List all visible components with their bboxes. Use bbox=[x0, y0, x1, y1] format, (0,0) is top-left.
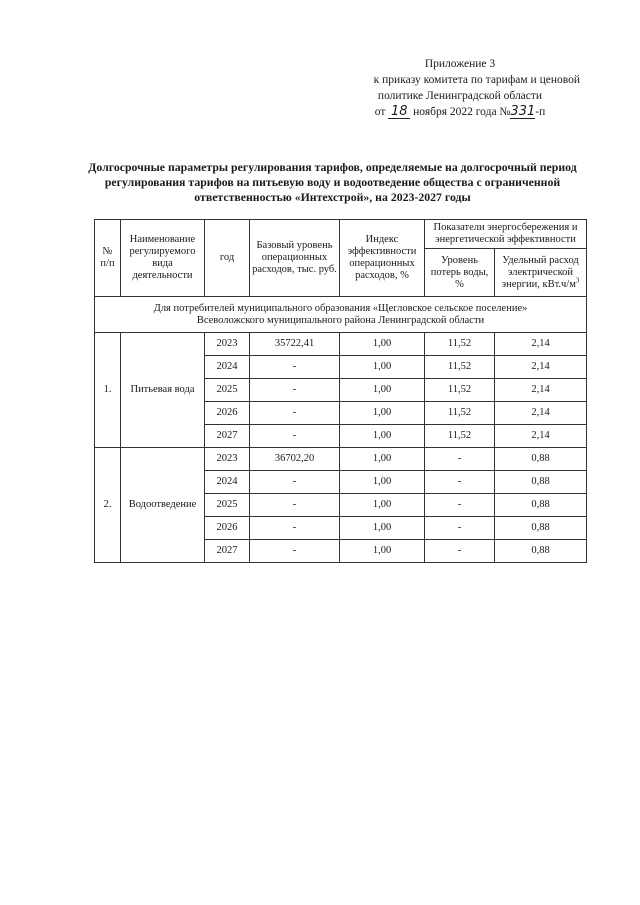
cell-losses: 11,52 bbox=[425, 333, 495, 356]
cell-year: 2025 bbox=[205, 494, 250, 517]
cell-base: - bbox=[250, 494, 340, 517]
cell-base: - bbox=[250, 517, 340, 540]
cell-index: 1,00 bbox=[340, 448, 425, 471]
document-title bbox=[80, 160, 585, 205]
cell-index: 1,00 bbox=[340, 425, 425, 448]
cell-consumption: 2,14 bbox=[495, 333, 587, 356]
cell-base: - bbox=[250, 402, 340, 425]
consumer-group-cell bbox=[95, 297, 587, 333]
cell-index: 1,00 bbox=[340, 517, 425, 540]
header-activity: Наименование регулируемого вида деятельности bbox=[121, 220, 205, 297]
cell-year: 2023 bbox=[205, 333, 250, 356]
date-prefix: от bbox=[374, 106, 386, 118]
header-energy-consumption-sup: 3 bbox=[575, 276, 580, 284]
table-row bbox=[95, 448, 587, 471]
cell-year: 2024 bbox=[205, 356, 250, 379]
cell-losses: 11,52 bbox=[425, 356, 495, 379]
cell-base: 36702,20 bbox=[250, 448, 340, 471]
cell-losses: 11,52 bbox=[425, 425, 495, 448]
cell-base: - bbox=[250, 425, 340, 448]
cell-year: 2026 bbox=[205, 517, 250, 540]
cell-base: - bbox=[250, 471, 340, 494]
appendix-order-line: к приказу комитета по тарифам и ценовой bbox=[373, 74, 580, 86]
cell-index: 1,00 bbox=[340, 471, 425, 494]
cell-year: 2026 bbox=[205, 402, 250, 425]
parameters-table bbox=[94, 219, 587, 563]
appendix-date-line bbox=[340, 104, 580, 120]
cell-index: 1,00 bbox=[340, 333, 425, 356]
header-base-costs: Базовый уровень операционных расходов, тыс. руб. bbox=[250, 220, 340, 297]
title-line-3: ответственностью «Интехстрой», на 2023-2027 годы bbox=[194, 190, 471, 204]
header-water-losses: Уровень потерь воды, % bbox=[425, 249, 495, 297]
consumer-group-line-1: Для потребителей муниципального образования «Щегловское сельское поселение» bbox=[153, 302, 528, 314]
cell-losses: 11,52 bbox=[425, 379, 495, 402]
cell-losses: - bbox=[425, 517, 495, 540]
appendix-title: Приложение 3 bbox=[424, 58, 496, 70]
date-middle: ноября 2022 года № bbox=[413, 106, 511, 118]
cell-base: - bbox=[250, 540, 340, 563]
cell-consumption: 0,88 bbox=[495, 540, 587, 563]
header-num: № п/п bbox=[95, 220, 121, 297]
appendix-committee-line: политике Ленинградской области bbox=[377, 90, 543, 102]
cell-consumption: 0,88 bbox=[495, 494, 587, 517]
header-energy-consumption bbox=[495, 249, 587, 297]
cell-index: 1,00 bbox=[340, 402, 425, 425]
cell-year: 2027 bbox=[205, 540, 250, 563]
cell-year: 2025 bbox=[205, 379, 250, 402]
cell-index: 1,00 bbox=[340, 379, 425, 402]
handwritten-number: 331 bbox=[510, 104, 536, 119]
cell-index: 1,00 bbox=[340, 356, 425, 379]
cell-base: - bbox=[250, 379, 340, 402]
header-energy-group: Показатели энергосбережения и энергетической эффективности bbox=[425, 220, 587, 249]
cell-index: 1,00 bbox=[340, 540, 425, 563]
cell-consumption: 0,88 bbox=[495, 471, 587, 494]
header-year: год bbox=[205, 220, 250, 297]
cell-year: 2023 bbox=[205, 448, 250, 471]
cell-base: 35722,41 bbox=[250, 333, 340, 356]
section-num: 1. bbox=[95, 333, 121, 448]
cell-consumption: 2,14 bbox=[495, 425, 587, 448]
cell-year: 2024 bbox=[205, 471, 250, 494]
cell-base: - bbox=[250, 356, 340, 379]
cell-consumption: 2,14 bbox=[495, 379, 587, 402]
cell-losses: 11,52 bbox=[425, 402, 495, 425]
cell-index: 1,00 bbox=[340, 494, 425, 517]
cell-consumption: 0,88 bbox=[495, 517, 587, 540]
header-energy-consumption-text: Удельный расход электрической энергии, кВт.ч/м bbox=[501, 254, 579, 290]
cell-consumption: 2,14 bbox=[495, 402, 587, 425]
cell-losses: - bbox=[425, 494, 495, 517]
cell-consumption: 0,88 bbox=[495, 448, 587, 471]
table-row bbox=[95, 333, 587, 356]
cell-year: 2027 bbox=[205, 425, 250, 448]
date-suffix: -п bbox=[535, 106, 546, 118]
section-num: 2. bbox=[95, 448, 121, 563]
title-line-2: регулирования тарифов на питьевую воду и водоотведение общества с ограниченной bbox=[104, 175, 561, 189]
appendix-block bbox=[340, 56, 580, 120]
section-activity: Питьевая вода bbox=[121, 333, 205, 448]
cell-losses: - bbox=[425, 540, 495, 563]
header-efficiency-index: Индекс эффективности операционных расходов, % bbox=[340, 220, 425, 297]
cell-losses: - bbox=[425, 448, 495, 471]
cell-consumption: 2,14 bbox=[495, 356, 587, 379]
consumer-group-line-2: Всеволожского муниципального района Ленинградской области bbox=[196, 314, 485, 326]
handwritten-day: 18 bbox=[388, 105, 410, 119]
section-activity: Водоотведение bbox=[121, 448, 205, 563]
title-line-1: Долгосрочные параметры регулирования тарифов, определяемые на долгосрочный период bbox=[88, 160, 577, 174]
cell-losses: - bbox=[425, 471, 495, 494]
